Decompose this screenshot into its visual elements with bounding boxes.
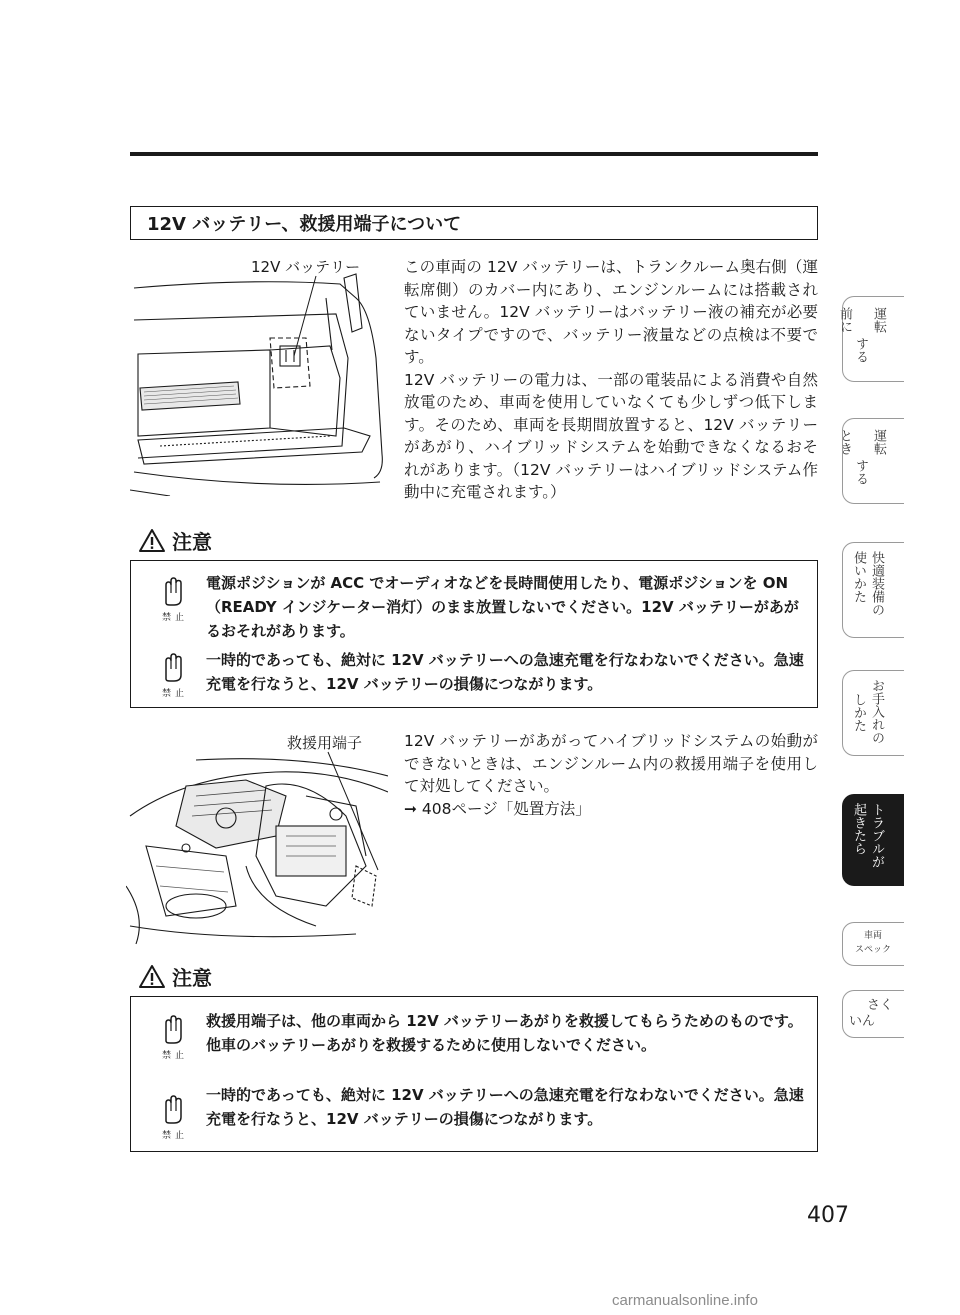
prohibit-hand-icon — [156, 1091, 190, 1127]
caution2-item1: 救援用端子は、他の車両から 12V バッテリーあがりを救援してもらうためのものです。他車のバッテリーあがりを救援するために使用しないでください。 — [206, 1012, 803, 1054]
tab-specs[interactable] — [842, 922, 904, 966]
caution2-heading — [138, 962, 212, 991]
section-title: 12V バッテリー、救援用端子について — [147, 214, 462, 235]
tab-while-driving[interactable] — [837, 418, 904, 504]
figure1-callout-label: 12V バッテリー — [251, 258, 361, 276]
tab-while-driving-line3: する — [853, 459, 868, 485]
prohibit-icon-1 — [153, 573, 193, 623]
paragraph2-text: 12V バッテリーがあがってハイブリッドシステムの始動ができないときは、エンジンルーム内の救援用端子を使用して対処してください。 — [404, 732, 818, 795]
prohibit-icon-2 — [153, 649, 193, 699]
caution2-title: 注意 — [172, 966, 212, 990]
tab-before-driving-line1: 運転 — [871, 307, 886, 333]
tab-trouble[interactable] — [842, 794, 904, 886]
figure2-leader-line — [322, 750, 382, 872]
page-number: 407 — [807, 1203, 849, 1228]
paragraph2-reference: ➞ 408ページ「処置方法」 — [404, 799, 591, 818]
tab-specs-line1: 車両 — [863, 931, 882, 941]
tab-before-driving-line3: する — [853, 337, 868, 363]
tab-trouble-line1: トラブルが — [869, 803, 884, 868]
prohibit-hand-icon — [156, 1011, 190, 1047]
prohibit-icon-3 — [153, 1011, 193, 1061]
paragraph1 — [404, 256, 818, 504]
tab-before-driving-line2: 前に — [837, 307, 852, 333]
trunk-illustration — [130, 258, 392, 496]
prohibit-hand-icon — [156, 649, 190, 685]
tab-index-line1: さく — [867, 998, 894, 1013]
tab-specs-line2: スペック — [854, 945, 891, 955]
paragraph2 — [404, 730, 818, 820]
prohibit-label-4: 禁止 — [161, 1131, 188, 1141]
caution1-item1: 電源ポジションが ACC でオーディオなどを長時間使用したり、電源ポジションを ON（READY インジケーター消灯）のまま放置しないでください。12V バッテリーがあがるおそれがあります。 — [206, 574, 799, 640]
caution2-item2: 一時的であっても、絶対に 12V バッテリーへの急速充電を行なわないでください。急速充電を行なうと、12V バッテリーの損傷につながります。 — [206, 1086, 804, 1128]
tab-care-line2: しかた — [851, 693, 866, 732]
tab-comfort-line1: 快適装備の — [869, 551, 884, 616]
figure2-callout-label: 救援用端子 — [287, 734, 363, 752]
section-header — [130, 206, 818, 240]
prohibit-label-3: 禁止 — [161, 1051, 188, 1061]
tab-index-line2: いん — [849, 1014, 876, 1029]
caution1-heading — [138, 526, 212, 555]
tab-trouble-line2: 起きたら — [851, 803, 866, 855]
prohibit-icon-4 — [153, 1091, 193, 1141]
top-rule — [130, 152, 818, 156]
prohibit-label-2: 禁止 — [161, 689, 188, 699]
tab-care-line1: お手入れの — [869, 679, 884, 744]
prohibit-label-1: 禁止 — [161, 613, 188, 623]
caution1-box — [130, 560, 818, 708]
warning-triangle-icon — [138, 964, 166, 989]
warning-triangle-icon — [138, 528, 166, 553]
tab-while-driving-line2: とき — [837, 429, 852, 455]
tab-index[interactable] — [842, 990, 904, 1038]
tab-before-driving[interactable] — [837, 296, 904, 382]
prohibit-hand-icon — [156, 573, 190, 609]
figure1-leader-line — [290, 274, 320, 358]
paragraph1-part1: この車両の 12V バッテリーは、トランクルーム奥右側（運転席側）のカバー内にあり、エンジンルームには搭載されていません。12V バッテリーはバッテリー液の補充が必要ないタイプですので、バッテリー液量などの点検は不要です。 — [404, 258, 818, 366]
tab-care[interactable] — [842, 670, 904, 756]
caution1-title: 注意 — [172, 530, 212, 554]
caution2-box — [130, 996, 818, 1152]
watermark: carmanualsonline.info — [612, 1292, 758, 1309]
tab-comfort-line2: 使いかた — [851, 551, 866, 603]
caution1-item2: 一時的であっても、絶対に 12V バッテリーへの急速充電を行なわないでください。急速充電を行なうと、12V バッテリーの損傷につながります。 — [206, 651, 804, 693]
tab-while-driving-line1: 運転 — [871, 429, 886, 455]
paragraph1-part2: 12V バッテリーの電力は、一部の電装品による消費や自然放電のため、車両を使用していなくても少しずつ低下します。そのため、車両を長期間放置すると、12V バッテリーがあがり、ハイブリッドシステムを始動できなくなるおそれがあります。（12V バッテリーはハイブリッドシステム作動中に充電されます。） — [404, 370, 818, 501]
tab-comfort[interactable] — [842, 542, 904, 638]
